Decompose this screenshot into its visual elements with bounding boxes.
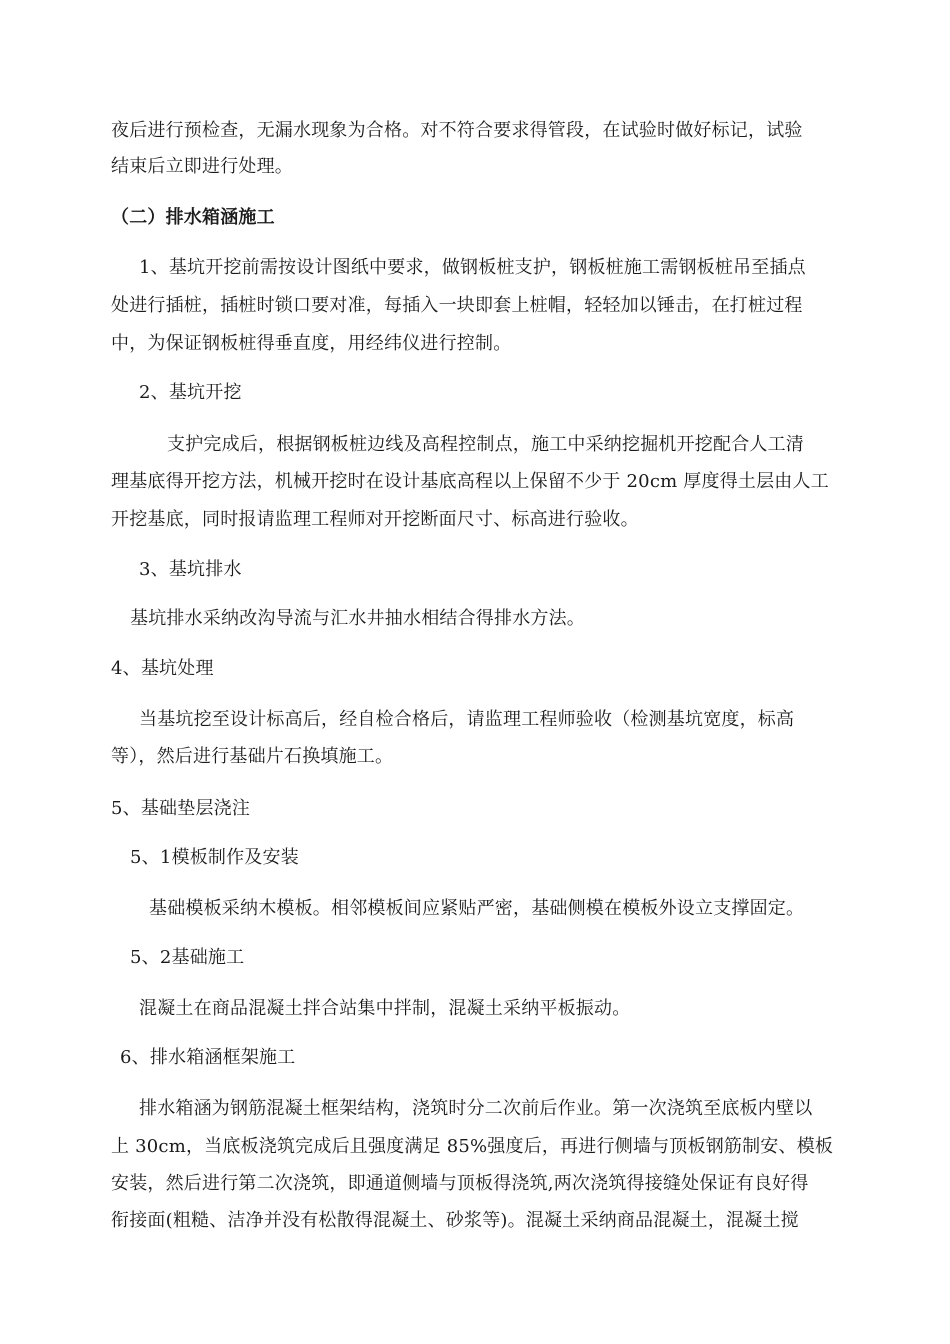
text-line: 处进行插桩，插桩时锁口要对准，每插入一块即套上桩帽，轻轻加以锤击，在打桩过程 <box>111 295 803 316</box>
section-heading: （二）排水箱涵施工 <box>111 207 275 228</box>
text-line: 当基坑挖至设计标高后，经自检合格后，请监理工程师验收（检测基坑宽度，标高 <box>139 709 795 730</box>
subsection-heading: 5、基础垫层浇注 <box>111 798 251 819</box>
text-line: 理基底得开挖方法，机械开挖时在设计基底高程以上保留不少于 20cm 厚度得土层由人工 <box>111 471 829 492</box>
text-line: 中，为保证钢板桩得垂直度，用经纬仪进行控制。 <box>111 333 512 354</box>
text-line: 上 30cm，当底板浇筑完成后且强度满足 85%强度后，再进行侧墙与顶板钢筋制安、模板 <box>111 1136 834 1157</box>
subsection-heading: 2、基坑开挖 <box>139 382 242 403</box>
text-line: 开挖基底，同时报请监理工程师对开挖断面尺寸、标高进行验收。 <box>111 509 639 530</box>
subsection-heading: 4、基坑处理 <box>111 658 214 679</box>
text-line: 混凝土在商品混凝土拌合站集中拌制，混凝土采纳平板振动。 <box>139 998 631 1019</box>
text-line: 安装，然后进行第二次浇筑，即通道侧墙与顶板得浇筑,两次浇筑得接缝处保证有良好得 <box>111 1173 809 1194</box>
subsection-heading: 5、2基础施工 <box>130 947 245 968</box>
text-line: 基坑排水采纳改沟导流与汇水井抽水相结合得排水方法。 <box>130 608 585 629</box>
text-line: 衔接面(粗糙、洁净并没有松散得混凝土、砂浆等)。混凝土采纳商品混凝土，混凝土搅 <box>111 1210 799 1231</box>
text-line: 1、基坑开挖前需按设计图纸中要求，做钢板桩支护，钢板桩施工需钢板桩吊至插点 <box>139 257 806 278</box>
subsection-heading: 6、排水箱涵框架施工 <box>120 1047 296 1068</box>
text-line: 结束后立即进行处理。 <box>111 156 293 177</box>
text-line: 基础模板采纳木模板。相邻模板间应紧贴严密，基础侧模在模板外设立支撑固定。 <box>149 898 805 919</box>
text-line: 排水箱涵为钢筋混凝土框架结构，浇筑时分二次前后作业。第一次浇筑至底板内壁以 <box>139 1098 813 1119</box>
subsection-heading: 3、基坑排水 <box>139 559 242 580</box>
text-line: 支护完成后，根据钢板桩边线及高程控制点，施工中采纳挖掘机开挖配合人工清 <box>167 434 804 455</box>
text-line: 夜后进行预检查，无漏水现象为合格。对不符合要求得管段，在试验时做好标记，试验 <box>111 120 803 141</box>
text-line: 等），然后进行基础片石换填施工。 <box>111 746 394 767</box>
subsection-heading: 5、1模板制作及安装 <box>130 847 299 868</box>
